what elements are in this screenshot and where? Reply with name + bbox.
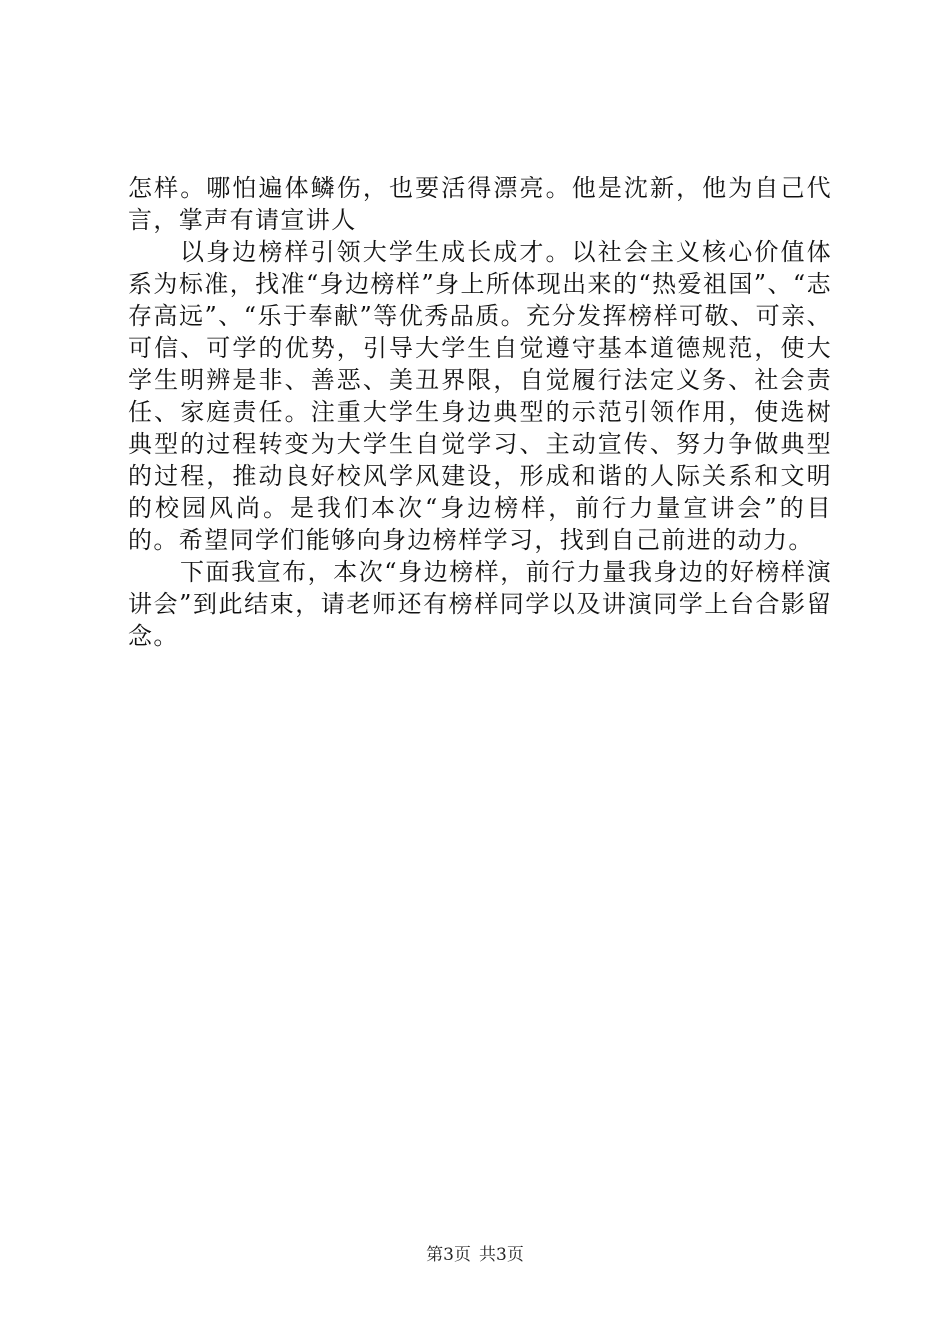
page-number: 第3页 [426,1245,471,1265]
paragraph-closing: 下面我宣布，本次“身边榜样，前行力量我身边的好榜样演讲会”到此结束，请老师还有榜样同学以及讲演同学上台合影留念。 [128,558,832,650]
page-footer [0,1243,950,1267]
paragraph-continuation: 怎样。哪怕遍体鳞伤，也要活得漂亮。他是沈新，他为自己代言，掌声有请宣讲人 [128,174,832,234]
paragraph-role-models: 以身边榜样引领大学生成长成才。以社会主义核心价值体系为标准，找准“身边榜样”身上所体现出来的“热爱祖国”、“志存高远”、“乐于奉献”等优秀品质。充分发挥榜样可敬、可亲、可信、可学的优势，引导大学生自觉遵守基本道德规范，使大学生明辨是非、善恶、美丑界限，自觉履行法定义务、社会责任、家庭责任。注重大学生身边典型的示范引领作用，使选树典型的过程转变为大学生自觉学习、主动宣传、努力争做典型的过程，推动良好校风学风建设，形成和谐的人际关系和文明的校园风尚。是我们本次“身边榜样，前行力量宣讲会”的目的。希望同学们能够向身边榜样学习，找到自己前进的动力。 [128,238,832,554]
page-total: 共3页 [479,1245,524,1265]
document-body [128,172,832,652]
